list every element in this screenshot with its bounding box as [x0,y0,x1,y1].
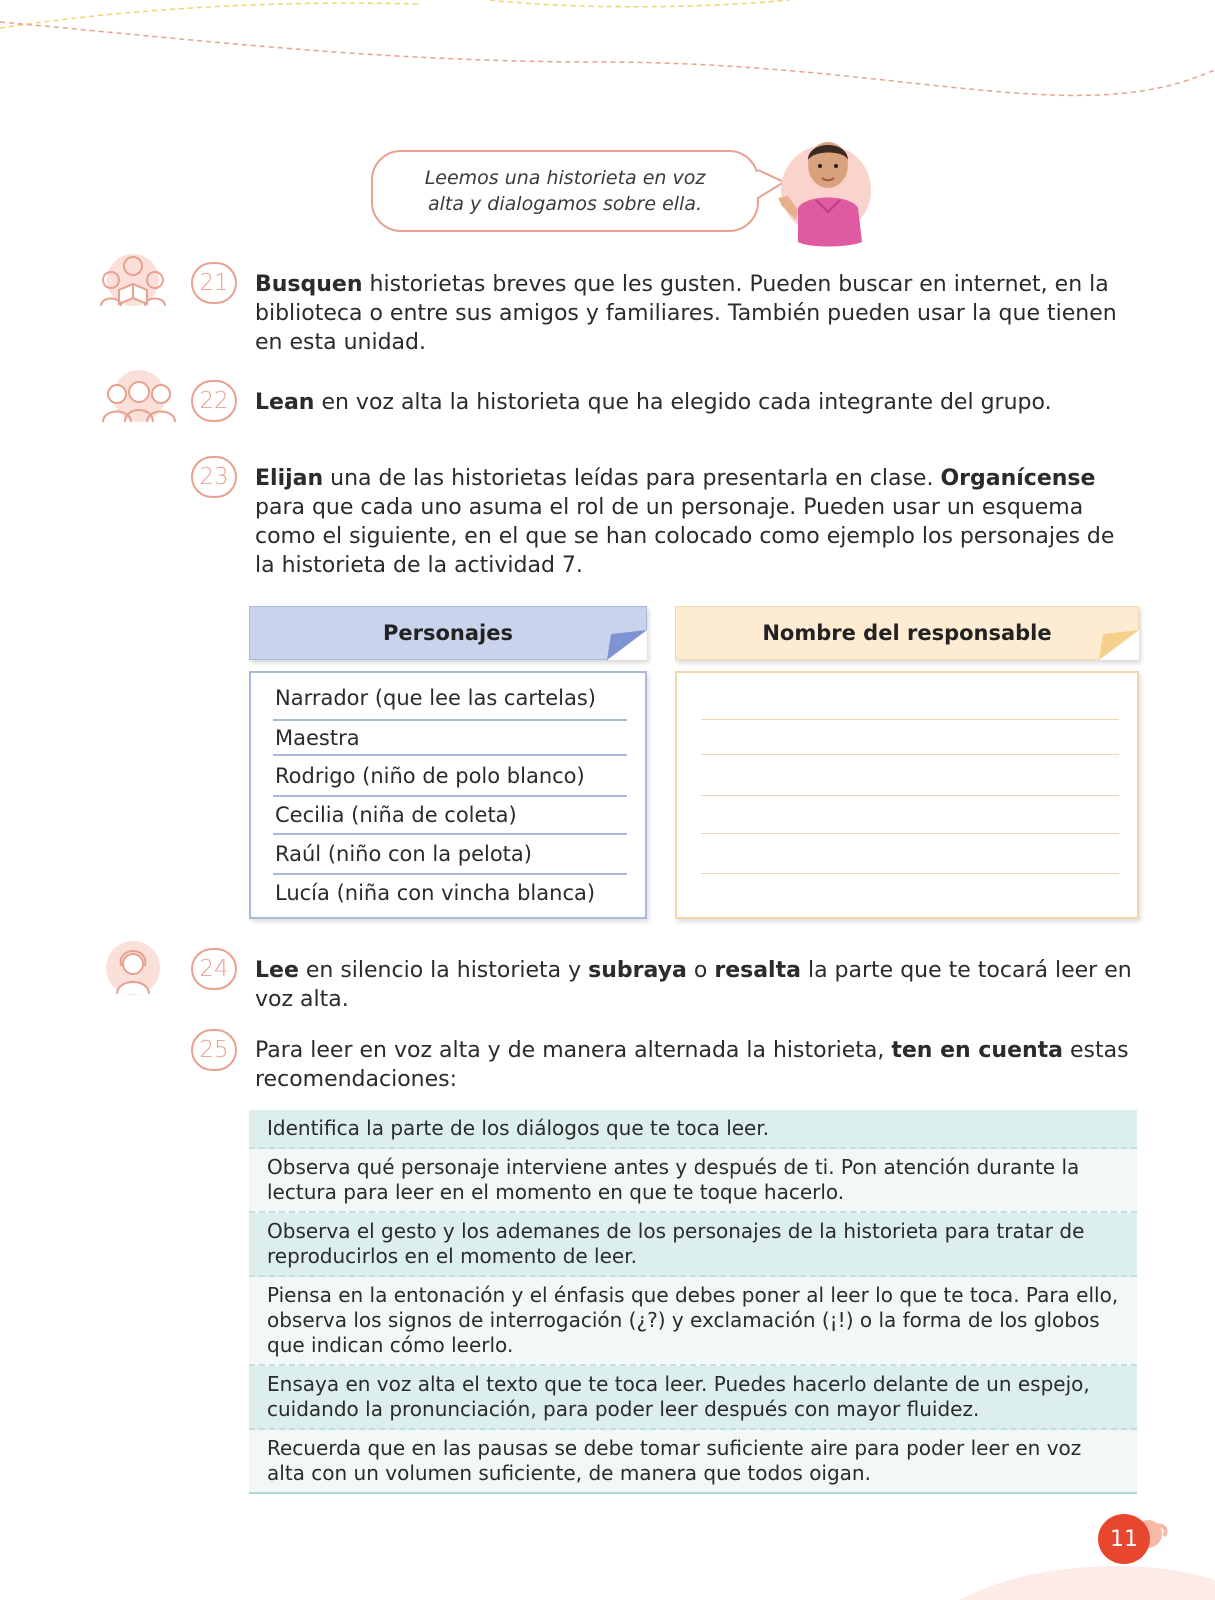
recommendation-item: Piensa en la entonación y el énfasis que debes poner al leer lo que te toca. Para ello, observa los signos de interrogación (¿?) y exclamación (¡!) o la forma de los globos que indican cómo leerlo. [249,1277,1137,1366]
speech-bubble-line-2: alta y dialogamos sobre ella. [427,193,703,215]
activity-22-body: en voz alta la historieta que ha elegido cada integrante del grupo. [314,390,1052,415]
activity-23-lead: Elijan [255,466,324,491]
name-write-line[interactable] [701,719,1119,720]
table-header-personajes-label: Personajes [383,621,513,645]
table-header-responsable-label: Nombre del responsable [762,621,1052,645]
activity-number-23: 23 [191,456,237,498]
activity-21-lead: Busquen [255,272,363,297]
activity-25-body-a: Para leer en voz alta y de manera alternada la historieta, [255,1038,892,1063]
character-item: Maestra [275,726,360,750]
speech-bubble [371,150,759,232]
row-divider [273,754,627,756]
table-header-responsable [675,606,1139,660]
activity-23-body-a: una de las historietas leídas para presentarla en clase. [323,466,941,491]
activity-21-body: historietas breves que les gusten. Pueden buscar en internet, en la biblioteca o entre sus amigos y familiares. También pueden usar la que tienen en esta unidad. [255,272,1117,355]
name-write-line[interactable] [701,833,1119,834]
activity-23-body-b: para que cada uno asuma el rol de un personaje. Pueden usar un esquema como el siguiente, en el que se han colocado como ejemplo los personajes de la historieta de la actividad 7. [255,495,1115,578]
name-write-line[interactable] [701,754,1119,755]
activity-23-lead-b: Organícense [940,466,1096,491]
activity-25-lead-b: ten en cuenta [891,1038,1064,1063]
recommendation-item: Observa el gesto y los ademanes de los personajes de la historieta para tratar de reproducirlos en el momento de leer. [249,1213,1137,1277]
page-fold-corner [1099,630,1139,660]
activity-24-body-b: o [686,958,715,983]
activity-24-body-c: la parte que te tocará leer en voz alta. [255,958,1132,1012]
page-fold-corner [607,630,647,660]
activity-24-text [255,956,1140,1014]
activity-24-lead: Lee [255,958,299,983]
activity-22-lead: Lean [255,390,315,415]
activity-number-21: 21 [191,262,237,304]
name-write-line[interactable] [701,795,1119,796]
group-reading-icon [93,250,173,316]
child-character-illustration [758,130,878,248]
speech-bubble-line-1: Leemos una historieta en voz [424,167,706,189]
character-item: Lucía (niña con vincha blanca) [275,881,596,905]
recommendation-item: Ensaya en voz alta el texto que te toca leer. Puedes hacerlo delante de un espejo, cuidando la pronunciación, para poder leer después con mayor fluidez. [249,1366,1137,1430]
group-of-three-icon [97,368,179,426]
activity-number-25: 25 [191,1029,237,1071]
character-item: Cecilia (niña de coleta) [275,803,517,827]
activity-24-lead-b: subraya [588,958,687,983]
recommendation-item: Recuerda que en las pausas se debe tomar suficiente aire para poder leer en voz alta con un volumen suficiente, de manera que todos oigan. [249,1430,1137,1494]
activity-24-body-a: en silencio la historieta y [298,958,589,983]
row-divider [273,833,627,835]
character-item: Rodrigo (niño de polo blanco) [275,764,585,788]
activity-22-text [255,388,1140,417]
recommendations-list [249,1110,1137,1494]
activity-21-text [255,270,1140,357]
character-item: Narrador (que lee las cartelas) [275,686,596,710]
row-divider [273,873,627,875]
characters-list [249,671,647,919]
activity-number-22: 22 [191,380,237,422]
responsible-names-box [675,671,1139,919]
recommendation-item: Identifica la parte de los diálogos que te toca leer. [249,1110,1137,1149]
character-item: Raúl (niño con la pelota) [275,842,532,866]
activity-23-text [255,464,1140,580]
page-number: 11 [1098,1514,1150,1564]
activity-24-lead-c: resalta [714,958,801,983]
top-wave-decoration [0,0,1215,110]
recommendation-item: Observa qué personaje interviene antes y después de ti. Pon atención durante la lectura para leer en el momento en que te toque hacerlo. [249,1149,1137,1213]
activity-25-text [255,1036,1140,1094]
table-header-personajes [249,606,647,660]
activity-number-24: 24 [191,948,237,990]
activity-25-body-b: estas recomendaciones: [255,1038,1129,1092]
bottom-corner-decoration [960,1560,1215,1600]
row-divider [273,795,627,797]
name-write-line[interactable] [701,873,1119,874]
single-student-icon [103,940,163,998]
